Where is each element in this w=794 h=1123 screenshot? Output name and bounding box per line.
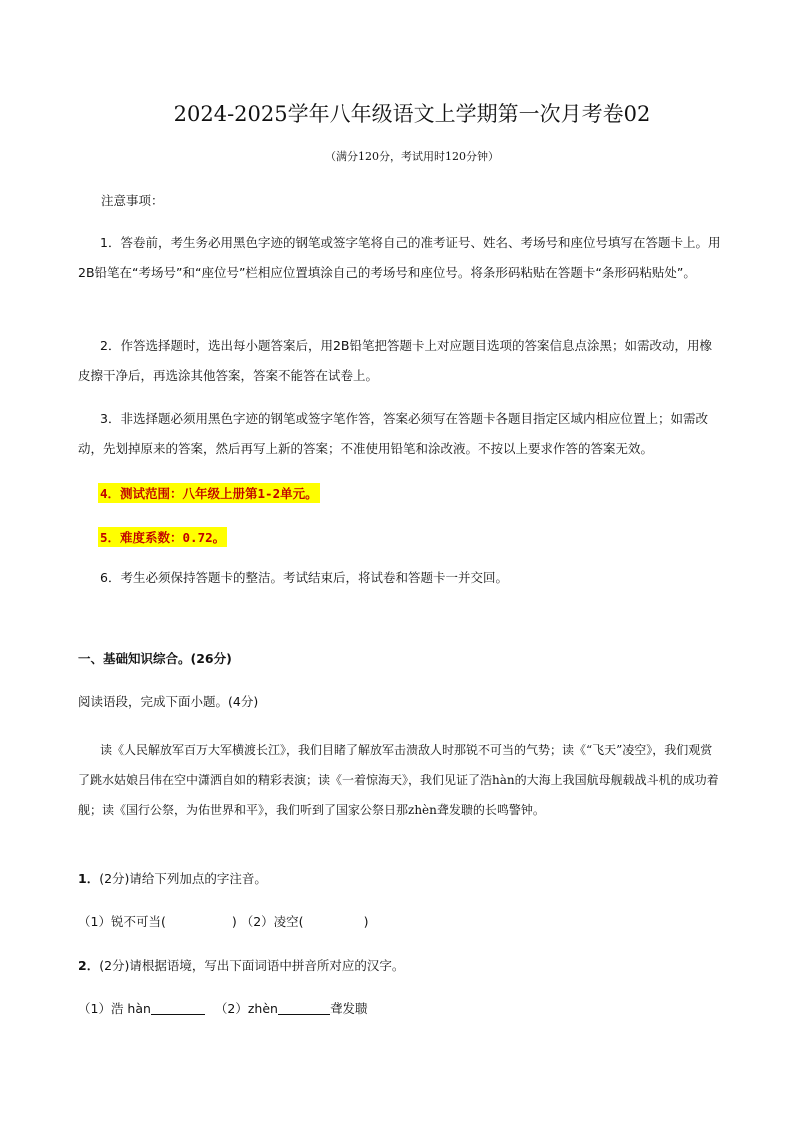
notice-item-5-highlight: 5．难度系数：0.72。 xyxy=(98,527,227,547)
q1-part1-label: （1）锐不可当( xyxy=(78,914,166,929)
question-2-answers xyxy=(78,999,368,1017)
q1-part2-answer-field[interactable] xyxy=(304,912,364,926)
reading-instruction: 阅读语段，完成下面小题。(4分) xyxy=(78,694,259,709)
section-title: 一、基础知识综合。(26分) xyxy=(78,651,232,666)
q2-part1-answer-field[interactable] xyxy=(151,1002,205,1015)
question-2-number: 2． xyxy=(78,958,100,973)
question-1-answers xyxy=(78,912,368,930)
q1-part2-label: （2）凌空( xyxy=(240,914,304,929)
exam-title: 2024-2025学年八年级语文上学期第一次月考卷02 xyxy=(173,102,651,126)
q1-part1-answer-field[interactable] xyxy=(166,912,232,926)
q2-part1-label: （1）浩 hàn xyxy=(78,1001,151,1016)
notice-item-3: 3．非选择题必须用黑色字迹的钢笔或签字笔作答，答案必须写在答题卡各题目指定区域内相应位置上；如需改动，先划掉原来的答案，然后再写上新的答案；不准使用铅笔和涂改液。不按以上要求作答的答案无效。 xyxy=(78,411,708,456)
question-1 xyxy=(78,869,267,887)
q2-part2-answer-field[interactable] xyxy=(278,1002,330,1015)
reading-passage: 读《人民解放军百万大军横渡长江》，我们目睹了解放军击溃敌人时那锐不可当的气势；读《“飞天”凌空》，我们观赏了跳水姑娘吕伟在空中潇洒自如的精彩表演；读《一着惊海天》，我们见证了浩hàn的大海上我国航母舰载战斗机的成功着舰；读《国行公祭，为佑世界和平》，我们听到了国家公祭日那zhèn聋发聩的长鸣警钟。 xyxy=(78,743,719,817)
q2-part2-label: （2）zhèn xyxy=(214,1001,278,1016)
question-2 xyxy=(78,956,404,974)
question-1-text: (2分)请给下列加点的字注音。 xyxy=(99,871,267,886)
q2-part2-tail: 聋发聩 xyxy=(329,1001,368,1016)
notice-heading: 注意事项： xyxy=(101,193,164,208)
q1-part1-close: ) xyxy=(231,914,237,929)
notice-item-2: 2．作答选择题时，选出每小题答案后，用2B铅笔把答题卡上对应题目选项的答案信息点涂黑；如需改动，用橡皮擦干净后，再选涂其他答案，答案不能答在试卷上。 xyxy=(78,338,712,383)
q1-part2-close: ) xyxy=(363,914,369,929)
question-2-text: (2分)请根据语境，写出下面词语中拼音所对应的汉字。 xyxy=(99,958,405,973)
notice-item-4-highlight: 4．测试范围：八年级上册第1-2单元。 xyxy=(98,483,320,503)
question-1-number: 1． xyxy=(78,871,100,886)
notice-item-1: 1．答卷前，考生务必用黑色字迹的钢笔或签字笔将自己的准考证号、姓名、考场号和座位号填写在答题卡上。用2B铅笔在“考场号”和“座位号”栏相应位置填涂自己的考场号和座位号。将条形码粘贴在答题卡“条形码粘贴处”。 xyxy=(78,235,721,280)
notice-item-6: 6．考生必须保持答题卡的整洁。考试结束后，将试卷和答题卡一并交回。 xyxy=(100,570,508,585)
exam-subtitle: （满分120分，考试用时120分钟） xyxy=(325,150,499,163)
